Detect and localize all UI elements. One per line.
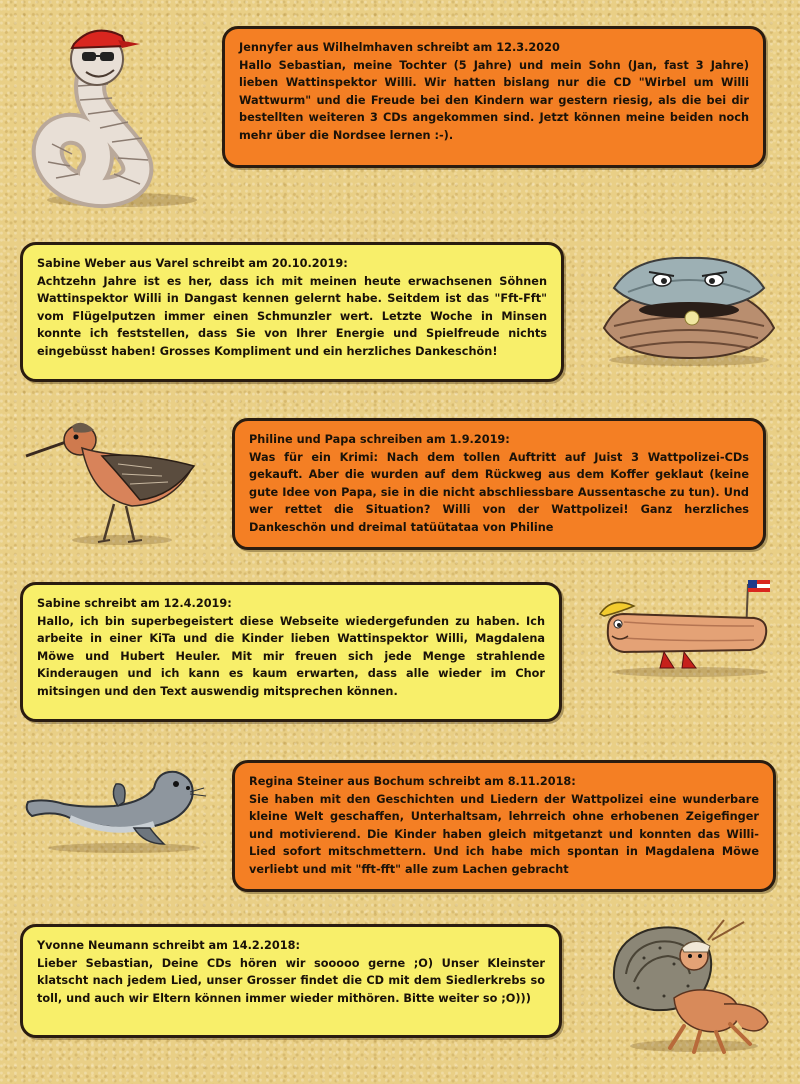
lugworm-with-cap-icon	[22, 14, 202, 210]
testimonial-text: Hallo Sebastian, meine Tochter (5 Jahre) und mein Sohn (Jan, fast 3 Jahre) lieben Wattinspektor Willi. Wir hatten bislang nur die CD "Wirbel um Willi Wattwurm" und die Freude bei den Kindern war gestern riesig, als die bei dir bestellten weiteren 3 CDs angekommen sind. Jetzt können meine beiden noch mehr über die Nordsee lernen :-).	[239, 58, 749, 142]
testimonial-header: Regina Steiner aus Bochum schreibt am 8.11.2018:	[249, 775, 576, 788]
testimonial-header: Jennyfer aus Wilhelmhaven schreibt am 12.3.2020	[239, 41, 560, 54]
testimonial-header: Sabine schreibt am 12.4.2019:	[37, 597, 232, 610]
testimonial-header: Yvonne Neumann schreibt am 14.2.2018:	[37, 939, 300, 952]
testimonial-text: Was für ein Krimi: Nach dem tollen Auftritt auf Juist 3 Wattpolizei-CDs gekauft. Aber die wurden auf dem Rückweg aus dem Koffer geklaut (keine gute Idee von Papa, sie in die nicht abschliessbare Aussentasche zu tun). Und wer rettet die Situation? Willi von der Wattpolizei! Ganz herzliches Dankeschön und dreimal tatüütataa von Philine	[249, 450, 749, 534]
hermit-crab-icon	[604, 918, 776, 1058]
testimonial-text: Lieber Sebastian, Deine CDs hören wir sooooo gerne ;O) Unser Kleinster klatscht nach jedem Lied, unser Grosser findet die CD mit dem Siedlerkrebs so toll, und auch wir Eltern können immer wieder mithören. Bitte weiter so ;O)))	[37, 956, 545, 1005]
razor-clam-with-flag-icon	[594, 572, 784, 684]
testimonial-card	[20, 242, 564, 382]
seal-icon	[24, 758, 210, 856]
testimonial-text: Achtzehn Jahre ist es her, dass ich mit meinen heute erwachsenen Söhnen Wattinspektor Willi in Dangast kennen gelernt habe. Seitdem ist das "Fft-Fft" vom Flügelputzen immer einen Schmunzler wert. Letzte Woche in Minsen konnte ich feststellen, dass Sie von Ihrer Energie und Spielfreude nichts eingebüsst haben! Grosses Kompliment und ein herzliches Dankeschön!	[37, 274, 547, 358]
knot-bird-icon	[22, 408, 200, 548]
testimonial-card	[232, 418, 766, 550]
testimonial-text: Sie haben mit den Geschichten und Liedern der Wattpolizei eine wunderbare kleine Welt geschaffen, Unterhaltsam, lehrreich ohne erhobenen Zeigefinger und motivierend. Die Kinder haben gleich mitgetanzt und konnten das Willi-Lied sofort mitschmettern. Und ich habe mich spontan in Magdalena Möwe verliebt und mit "fft-fft" alle zum Lachen gebracht	[249, 792, 759, 876]
testimonial-header: Philine und Papa schreiben am 1.9.2019:	[249, 433, 510, 446]
testimonial-card	[20, 582, 562, 722]
testimonial-card	[222, 26, 766, 168]
testimonial-header: Sabine Weber aus Varel schreibt am 20.10.2019:	[37, 257, 348, 270]
testimonial-card	[232, 760, 776, 892]
oyster-with-pearl-icon	[594, 248, 784, 368]
testimonial-text: Hallo, ich bin superbegeistert diese Webseite wiedergefunden zu haben. Ich arbeite in einer KiTa und die Kinder lieben Wattinspektor Willi, Magdalena Möwe und Hubert Heuler. Mit mir freuen sich jede Menge strahlende Kinderaugen und ich kann es kaum erwarten, dass alle wieder im Chor mitsingen und den Text auswendig mitsprechen können.	[37, 614, 545, 698]
testimonial-card	[20, 924, 562, 1038]
